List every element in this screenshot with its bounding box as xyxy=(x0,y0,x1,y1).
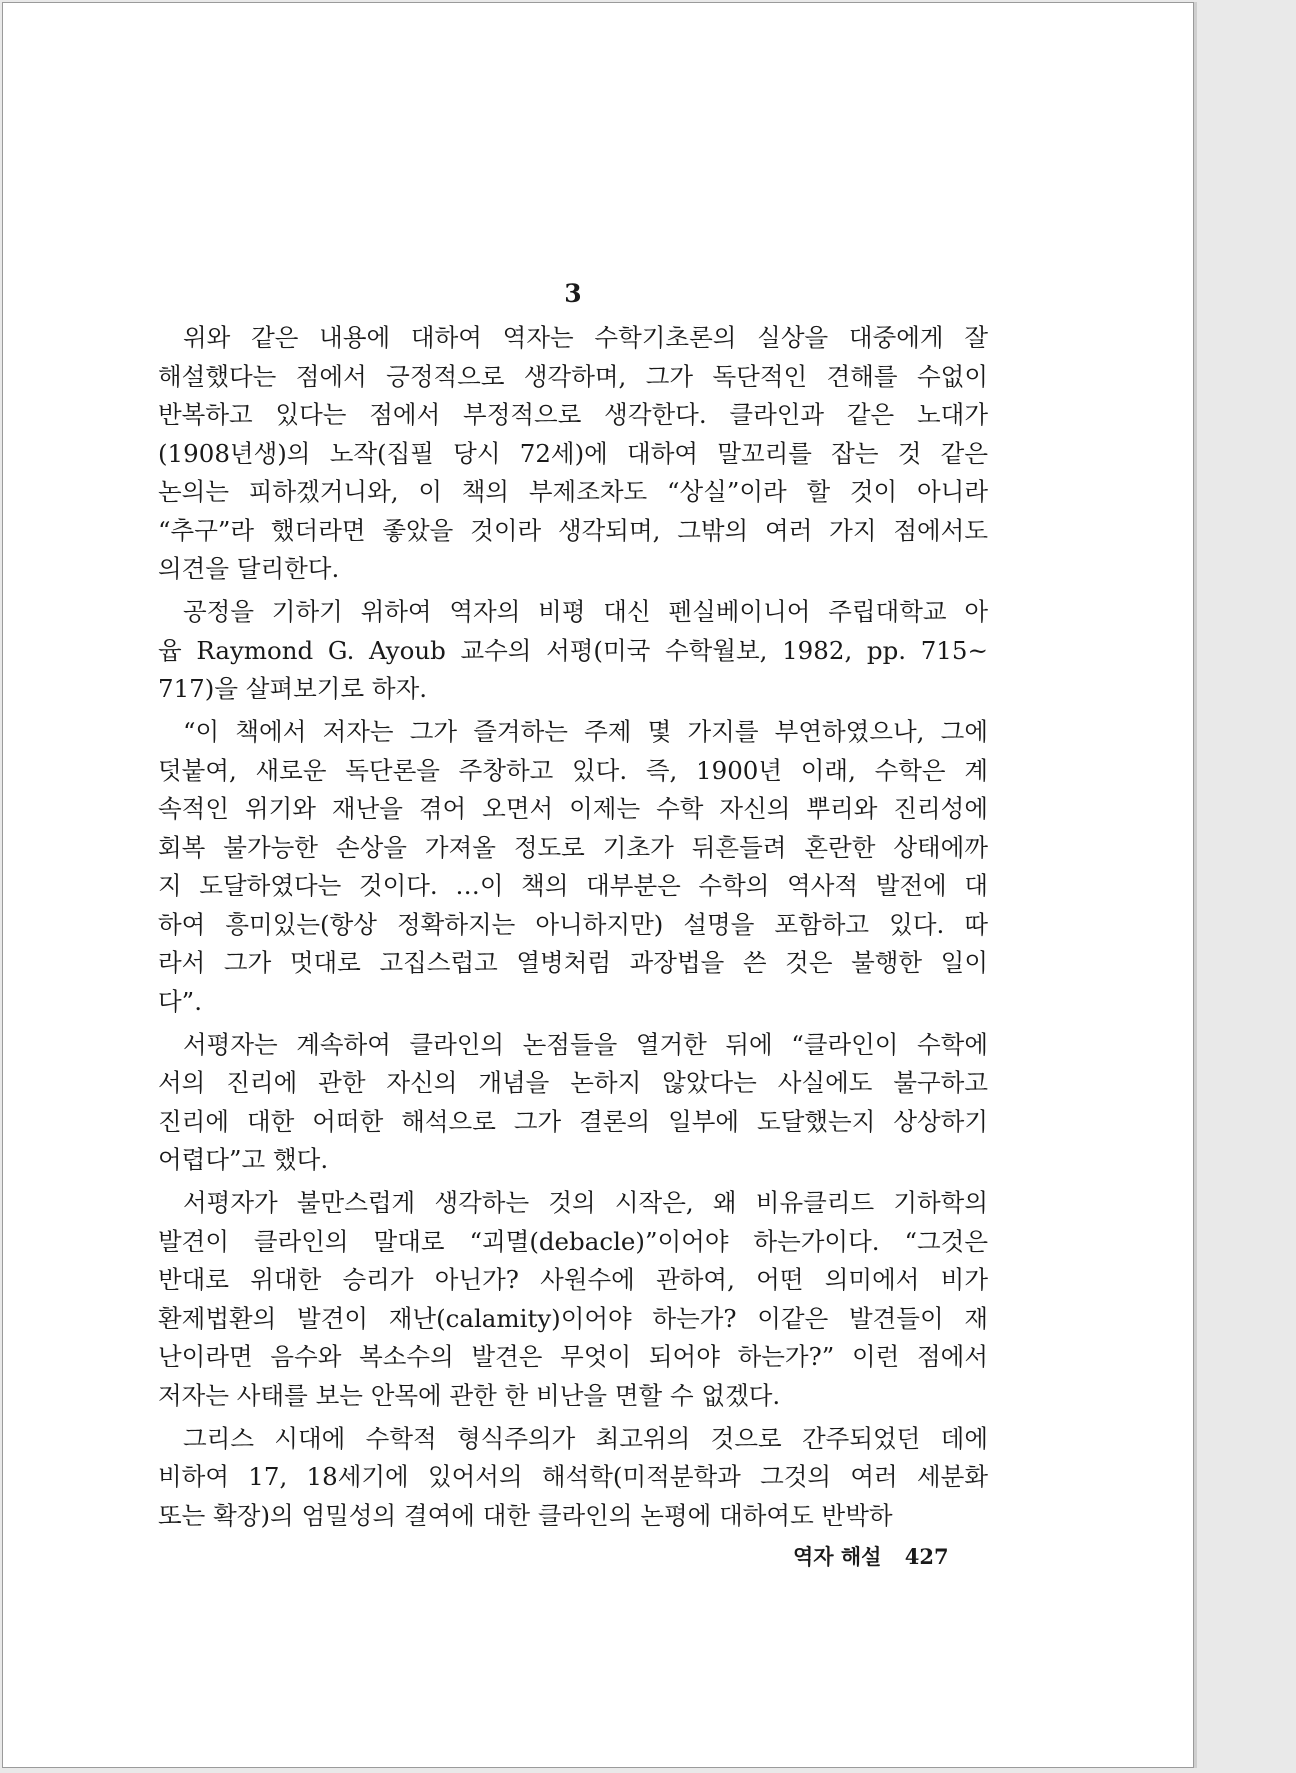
text-line: 의견을 달리한다. xyxy=(158,554,340,583)
text-line: 비하여 17, 18세기에 있어서의 해석학(미적분학과 그것의 여러 세분화 xyxy=(158,1462,988,1491)
text-line: 논의는 피하겠거니와, 이 책의 부제조차도 “상실”이라 할 것이 아니라 xyxy=(158,477,988,506)
text-line: 속적인 위기와 재난을 겪어 오면서 이제는 수학 자신의 뿌리와 진리성에 xyxy=(158,794,988,823)
paragraph xyxy=(158,593,988,709)
page-number: 427 xyxy=(904,1544,949,1569)
text-line: 진리에 대한 어떠한 해석으로 그가 결론의 일부에 도달했는지 상상하기 xyxy=(158,1106,988,1136)
text-line: 그리스 시대에 수학적 형식주의가 최고위의 것으로 간주되었던 데에 xyxy=(183,1423,988,1453)
paragraph xyxy=(158,713,988,1021)
text-line: 위와 같은 내용에 대하여 역자는 수학기초론의 실상을 대중에게 잘 xyxy=(183,323,988,352)
text-line: 하여 흥미있는(항상 정확하지는 아니하지만) 설명을 포함하고 있다. 따 xyxy=(158,909,988,939)
body-text xyxy=(158,319,988,1540)
paragraph xyxy=(158,1026,988,1180)
document-page xyxy=(2,2,1194,1768)
text-line: “추구”라 했더라면 좋았을 것이라 생각되며, 그밖의 여러 가지 점에서도 xyxy=(158,515,988,545)
text-line: 난이라면 음수와 복소수의 발견은 무엇이 되어야 하는가?” 이런 점에서 xyxy=(158,1342,988,1371)
text-line: 반대로 위대한 승리가 아닌가? 사원수에 관하여, 어떤 의미에서 비가 xyxy=(158,1265,988,1294)
running-footer xyxy=(793,1541,949,1571)
text-line: 저자는 사태를 보는 안목에 관한 한 비난을 면할 수 없겠다. xyxy=(158,1380,781,1410)
paragraph xyxy=(158,1184,988,1415)
text-line: 서평자가 불만스럽게 생각하는 것의 시작은, 왜 비유클리드 기하학의 xyxy=(183,1188,988,1217)
text-line: 해설했다는 점에서 긍정적으로 생각하며, 그가 독단적인 견해를 수없이 xyxy=(158,361,988,391)
text-line: 지 도달하였다는 것이다. …이 책의 대부분은 수학의 역사적 발전에 대 xyxy=(158,871,988,900)
text-line: 717)을 살펴보기로 하자. xyxy=(158,674,428,703)
text-line: 환제법환의 발견이 재난(calamity)이어야 하는가? 이같은 발견들이 재 xyxy=(158,1303,988,1333)
text-line: “이 책에서 저자는 그가 즐겨하는 주제 몇 가지를 부연하였으나, 그에 xyxy=(183,717,988,746)
paragraph xyxy=(158,1420,988,1536)
text-line: 서평자는 계속하여 클라인의 논점들을 열거한 뒤에 “클라인이 수학에 xyxy=(183,1029,988,1059)
text-line: 어렵다”고 했다. xyxy=(158,1145,329,1174)
text-line: 반복하고 있다는 점에서 부정적으로 생각한다. 클라인과 같은 노대가 xyxy=(158,400,988,429)
text-line: 발견이 클라인의 말대로 “괴멸(debacle)”이어야 하는가이다. “그것은 xyxy=(158,1226,988,1256)
text-line: 라서 그가 멋대로 고집스럽고 열병처럼 과장법을 쓴 것은 불행한 일이 xyxy=(158,948,988,977)
text-line: 덧붙여, 새로운 독단론을 주창하고 있다. 즉, 1900년 이래, 수학은 계 xyxy=(158,755,988,785)
text-line: (1908년생)의 노작(집필 당시 72세)에 대하여 말꼬리를 잡는 것 같은 xyxy=(158,438,988,468)
text-line: 윱 Raymond G. Ayoub 교수의 서평(미국 수학월보, 1982, pp. 715~ xyxy=(158,635,988,665)
text-line: 다”. xyxy=(158,986,202,1016)
text-line: 또는 확장)의 엄밀성의 결여에 대한 클라인의 논평에 대하여도 반박하 xyxy=(158,1500,893,1530)
text-line: 서의 진리에 관한 자신의 개념을 논하지 않았다는 사실에도 불구하고 xyxy=(158,1068,988,1097)
text-line: 공정을 기하기 위하여 역자의 비평 대신 펜실베이니어 주립대학교 아 xyxy=(183,597,988,626)
text-line: 회복 불가능한 손상을 가져올 정도로 기초가 뒤흔들려 혼란한 상태에까 xyxy=(158,832,988,862)
paragraph xyxy=(158,319,988,589)
footer-label: 역자 해설 xyxy=(793,1544,882,1569)
section-number: 3 xyxy=(564,279,582,308)
